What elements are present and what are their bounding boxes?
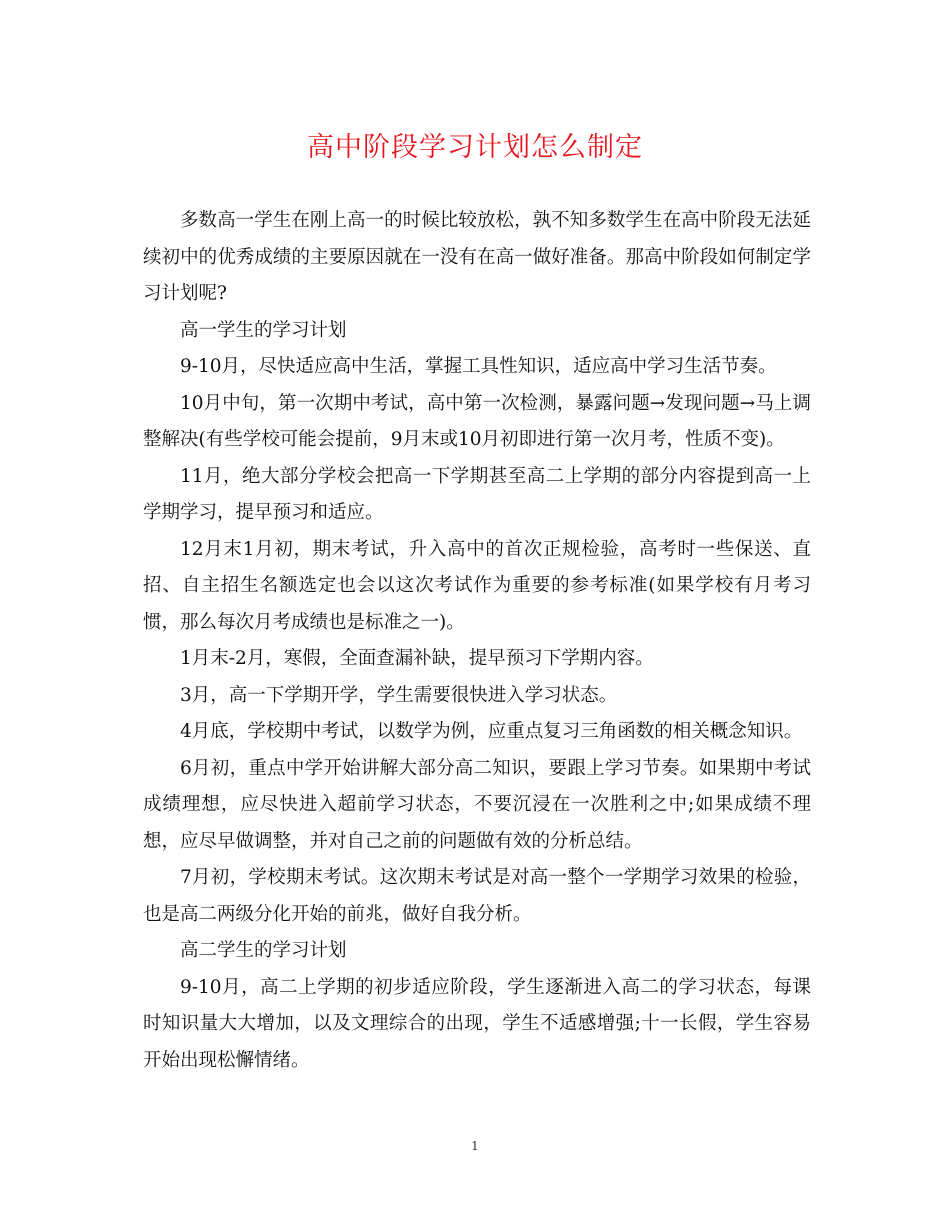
- paragraph-march: 3月，高一下学期开学，学生需要很快进入学习状态。: [180, 684, 618, 706]
- paragraph-mid-october: 10月中旬，第一次期中考试，高中第一次检测，暴露问题→发现问题→马上调整解决(有些学校可能会提前，9月末或10月初即进行第一次月考，性质不变)。: [143, 392, 811, 450]
- paragraph-june: 6月初，重点中学开始讲解大部分高二知识，要跟上学习节奏。如果期中考试成绩理想，应尽快进入超前学习状态，不要沉浸在一次胜利之中;如果成绩不理想，应尽早做调整，并对自己之前的问题做有效的分析总结。: [143, 757, 811, 852]
- paragraph-november: 11月，绝大部分学校会把高一下学期甚至高二上学期的部分内容提到高一上学期学习，提早预习和适应。: [143, 465, 811, 523]
- paragraph-july: 7月初，学校期末考试。这次期末考试是对高一整个一学期学习效果的检验，也是高二两级分化开始的前兆，做好自我分析。: [143, 867, 811, 925]
- paragraph-intro: 多数高一学生在刚上高一的时候比较放松，孰不知多数学生在高中阶段无法延续初中的优秀成绩的主要原因就在一没有在高一做好准备。那高中阶段如何制定学习计划呢?: [143, 210, 811, 304]
- paragraph-december-january: 12月末1月初，期末考试，升入高中的首次正规检验，高考时一些保送、直招、自主招生名额选定也会以这次考试作为重要的参考标准(如果学校有月考习惯，那么每次月考成绩也是标准之一)。: [143, 538, 811, 633]
- paragraph-sep-oct: 9-10月，尽快适应高中生活，掌握工具性知识，适应高中学习生活节奏。: [180, 356, 777, 377]
- page-number: 1: [471, 1139, 479, 1153]
- paragraph-april: 4月底，学校期中考试，以数学为例，应重点复习三角函数的相关概念知识。: [180, 721, 803, 742]
- paragraph-winter-break: 1月末-2月，寒假，全面查漏补缺，提早预习下学期内容。: [180, 648, 654, 669]
- section-heading-grade-two: 高二学生的学习计划: [180, 940, 347, 961]
- section-heading-grade-one: 高一学生的学习计划: [180, 319, 347, 341]
- paragraph-grade-two-sep-oct: 9-10月，高二上学期的初步适应阶段，学生逐渐进入高二的学习状态，每课时知识量大大增加，以及文理综合的出现，学生不适感增强;十一长假，学生容易开始出现松懈情绪。: [143, 976, 811, 1071]
- document-body: [143, 203, 811, 1079]
- document-title: 高中阶段学习计划怎么制定: [307, 132, 643, 163]
